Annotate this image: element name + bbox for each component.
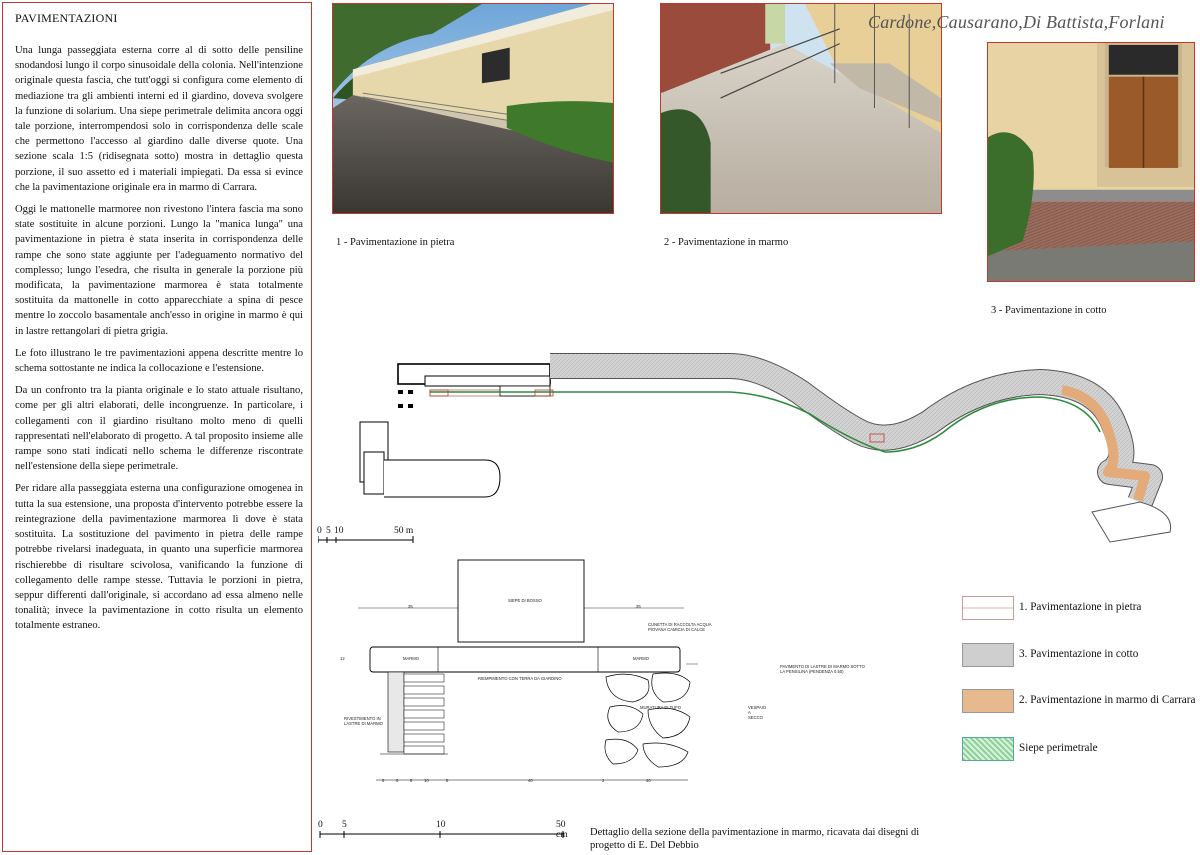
legend-label-terracotta: 3. Pavimentazione in cotto [1019, 648, 1139, 660]
dim-bottom: 6 [396, 778, 399, 783]
section-caption: Dettaglio della sezione della pavimentazione in marmo, ricavata dai disegni di progetto di E. Del Debbio [590, 827, 920, 851]
paragraph-3: Le foto illustrano le tre pavimentazioni appena descritte mentre lo schema sottostante ne indica la collocazione e l'estensione. [15, 347, 303, 375]
dim-bottom: 40 [528, 778, 533, 783]
label-rivestimento: RIVESTIMENTO IN LASTRE DI MARMO [344, 716, 383, 726]
authors: Cardone,Causarano,Di Battista,Forlani [868, 12, 1165, 32]
label-dim-top-right: 35 [636, 604, 641, 609]
legend-swatch-marble [962, 689, 1014, 713]
section-scale-tick: 5 [342, 820, 347, 830]
dim-bottom: 6 [382, 778, 385, 783]
plan-scale-end: 50 m [394, 526, 414, 536]
label-dim-top-left: 35 [408, 604, 413, 609]
section-scale-tick: 0 [318, 820, 323, 830]
plan-scale-bar [318, 524, 428, 544]
photo-marble-paving [660, 3, 942, 214]
dim-bottom: 8 [446, 778, 449, 783]
legend-swatch-stone [962, 596, 1014, 620]
dim-bottom: 6 [410, 778, 413, 783]
label-marmo-left: MARMO [403, 656, 420, 661]
section-scale-tick: 10 [436, 820, 446, 830]
photo-caption-2: 2 - Pavimentazione in marmo [664, 237, 789, 248]
label-marmo-right: MARMO [633, 656, 650, 661]
label-cunetta: CUNETTA DI RACCOLTA ACQUA PIOVANA CAMICIA DI CALCE [648, 622, 712, 632]
marble-paving-section [318, 552, 865, 822]
label-dim-side: 12 [340, 656, 345, 661]
legend-label-hedge: Siepe perimetrale [1019, 742, 1098, 754]
legend-label-stone: 1. Pavimentazione in pietra [1019, 601, 1142, 613]
plan-scale-tick: 0 [317, 526, 322, 536]
legend-swatch-hedge [962, 737, 1014, 761]
dim-bottom: 2 [602, 778, 605, 783]
photo-caption-3: 3 - Pavimentazione in cotto [991, 305, 1107, 316]
panel-title: PAVIMENTAZIONI [15, 11, 118, 25]
paragraph-4: Da un confronto tra la pianta originale e lo stato attuale risultano, come per gli altri elaborati, delle incongruenze. In particolare, i collegamenti con il giardino risultano molto meno di quelli rappresentati nell'elaborato di progetto. A tal proposito insieme alle rampe sono stati indicati nello schema le differenze riscontrate nell'estensione della siepe perimetrale. [15, 385, 303, 473]
label-siepe: SIEPE DI BOSSO [508, 598, 542, 603]
legend-swatch-terracotta [962, 643, 1014, 667]
dim-bottom: 40 [646, 778, 651, 783]
label-muratura: MURATURA DI TUFO [640, 705, 682, 710]
photo-caption-1: 1 - Pavimentazione in pietra [336, 237, 455, 248]
photo-terracotta-paving [987, 42, 1195, 282]
plan-scale-tick: 10 [334, 526, 344, 536]
paragraph-1: Una lunga passeggiata esterna corre al di sotto delle pensiline snodandosi lungo il corpo sinusoidale della colonia. Nell'intenzione originale questa fascia, che tutt'oggi si configura come elemento di mediazione tra gli ambienti interni ed il giardino, doveva svolgere la funzione di solarium. Una siepe perimetrale delimita ancora oggi tale porzione, interrompendosi solo in corrispondenza delle scale che permettono l'accesso al giardino dalle diverse quote. Una sezione scala 1:5 (ridisegnata sotto) mostra in dettaglio questa porzione, il suo assetto ed i materiali impiegati. Da essa si evince che la pavimentazione originale era in marmo di Carrara. [15, 45, 303, 193]
paragraph-5: Per ridare alla passeggiata esterna una configurazione omogenea in tutta la sua estensione, una proposta d'intervento potrebbe essere la reintegrazione della pavimentazione marmorea lì dove è stata sostituita. La sostituzione del pavimento in pietra delle rampe potrebbe rivelarsi inadeguata, in quanto una superficie marmorea rischierebbe di risultare scivolosa, vanificando la funzione di collegamento delle rampe stesse. Tuttavia le porzioni in pietra, seppur differenti dall'originale, si accordano ad essa almeno nelle tonalità; invece la pavimentazione in cotto risulta un elemento totalmente estraneo. [15, 483, 303, 632]
paragraph-2: Oggi le mattonelle marmoree non rivestono l'intera fascia ma sono state sostituite in alcune porzioni. Lungo la "manica lunga" una pavimentazione in pietra è stata inserita in corrispondenza delle rampe che sono state aggiunte per l'adeguamento normativo del complesso; lungo l'esedra, che risulta in generale la porzione più modificata, la pavimentazione marmorea è stata totalmente sostituita da mattonelle in cotto apparecchiate a spina di pesce mentre lo zoccolo basamentale anch'esso in origine in marmo è qui in lastre rettangolari di pietra grigia. [15, 204, 303, 337]
section-scale-end: 50 cm [556, 820, 568, 840]
site-plan [340, 352, 1200, 552]
legend-label-marble: 2. Pavimentazione in marmo di Carrara [1019, 694, 1196, 706]
section-scale-bar [318, 822, 578, 842]
label-pavimento: PAVIMENTO DI LASTRE DI MARMO SOTTO LA PENSILINA (PENDENZA 0.50) [780, 664, 865, 674]
label-riempimento: RIEMPIMENTO CON TERRA DA GIARDINO [478, 676, 562, 681]
text-panel [2, 2, 312, 852]
plan-scale-tick: 5 [326, 526, 331, 536]
dim-bottom: 10 [424, 778, 429, 783]
label-vespaio: VESPAIO A SECCO [748, 705, 767, 720]
photo-stone-paving [332, 3, 614, 214]
